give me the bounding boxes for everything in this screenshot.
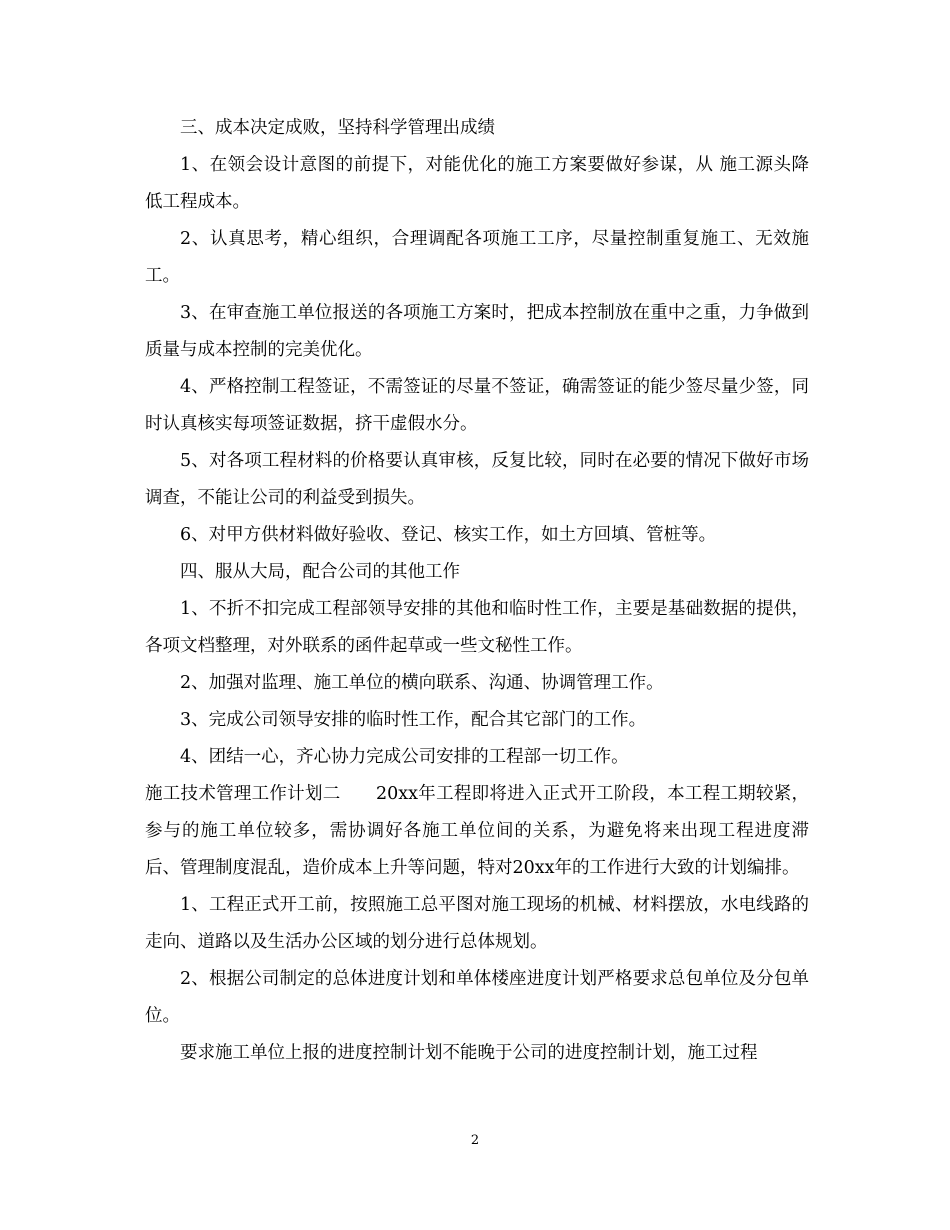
paragraph-7: 6、对甲方供材料做好验收、登记、核实工作，如土方回填、管桩等。 xyxy=(180,525,717,545)
paragraph-9: 1、不折不扣完成工程部领导安排的其他和临时性工作，主要是基础数据的提供，各项文档整理，对外联系的函件起草或一些文秘性工作。 xyxy=(145,599,809,656)
paragraph-16: 要求施工单位上报的进度控制计划不能晚于公司的进度控制计划，施工过程 xyxy=(180,1043,758,1063)
paragraph-11: 3、完成公司领导安排的临时性工作，配合其它部门的工作。 xyxy=(180,710,647,730)
paragraph-10: 2、加强对监理、施工单位的横向联系、沟通、协调管理工作。 xyxy=(180,673,664,693)
paragraph-14: 1、工程正式开工前，按照施工总平图对施工现场的机械、材料摆放，水电线路的走向、道路以及生活办公区域的划分进行总体规划。 xyxy=(145,895,809,952)
paragraph-2: 1、在领会设计意图的前提下，对能优化的施工方案要做好参谋，从 施工源头降低工程成本。 xyxy=(145,155,809,212)
document-body xyxy=(145,110,809,1072)
paragraph-13: 施工技术管理工作计划二 20xx年工程即将进入正式开工阶段，本工程工期较紧，参与的施工单位较多，需协调好各施工单位间的关系，为避免将来出现工程进度滞后、管理制度混乱，造价成本上升等问题，特对20xx年的工作进行大致的计划编排。 xyxy=(145,784,809,878)
paragraph-3: 2、认真思考，精心组织，合理调配各项施工工序，尽量控制重复施工、无效施工。 xyxy=(145,229,809,286)
paragraph-6: 5、对各项工程材料的价格要认真审核，反复比较，同时在必要的情况下做好市场调查，不能让公司的利益受到损失。 xyxy=(145,451,809,508)
paragraph-1: 三、成本决定成败，坚持科学管理出成绩 xyxy=(180,118,495,138)
paragraph-15: 2、根据公司制定的总体进度计划和单体楼座进度计划严格要求总包单位及分包单位。 xyxy=(145,969,809,1026)
paragraph-5: 4、严格控制工程签证，不需签证的尽量不签证，确需签证的能少签尽量少签，同时认真核实每项签证数据，挤干虚假水分。 xyxy=(145,377,809,434)
paragraph-4: 3、在审查施工单位报送的各项施工方案时，把成本控制放在重中之重，力争做到质量与成本控制的完美优化。 xyxy=(145,303,809,360)
page-number: 2 xyxy=(470,1133,480,1148)
paragraph-8: 四、服从大局，配合公司的其他工作 xyxy=(180,562,460,582)
paragraph-12: 4、团结一心，齐心协力完成公司安排的工程部一切工作。 xyxy=(180,747,629,767)
